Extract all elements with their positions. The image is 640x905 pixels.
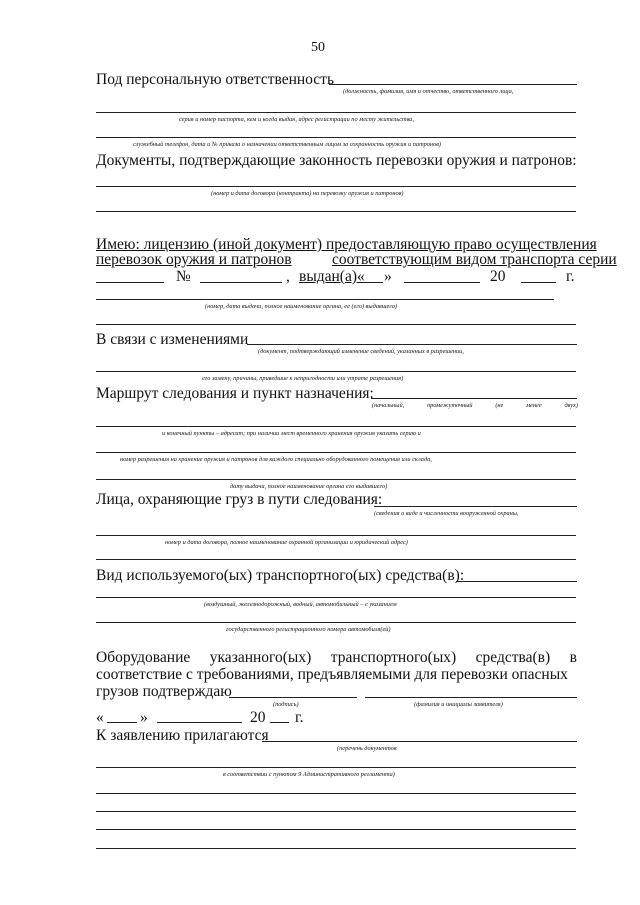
route-caption-part: менее — [526, 402, 542, 409]
license-issuer-field-2[interactable] — [96, 324, 576, 325]
vehicle-caption-1: (воздушный, железнодорожный, водный, автомобильный – с указанием — [204, 601, 397, 608]
license-series-field[interactable] — [96, 282, 164, 283]
applicant-name-caption: (фамилия и инициалы заявителя) — [414, 701, 503, 708]
route-caption-part: (не — [495, 402, 504, 409]
date-year-field[interactable] — [270, 722, 289, 723]
responsibility-caption-1: (должность, фамилия, имя и отчество, ответственного лица, — [343, 88, 514, 95]
license-month-field[interactable] — [404, 282, 480, 283]
responsibility-label: Под персональную ответственность — [96, 71, 335, 88]
documents-caption: (номер и дата договора (контракта) на перевозку оружия и патронов) — [211, 190, 404, 197]
route-caption-2: и конечный пункты – адресат; при наличии мест временного хранения оружия указать серию и — [162, 430, 421, 437]
license-year-field[interactable] — [521, 282, 556, 283]
license-number-sign: № — [176, 268, 191, 285]
route-label: Маршрут следования и пункт назначения: — [96, 385, 374, 402]
attachments-label: К заявлению прилагаются — [96, 727, 269, 744]
phone-order-field[interactable] — [96, 137, 576, 138]
equipment-word: в — [569, 649, 577, 666]
route-field-3[interactable] — [96, 452, 576, 453]
attachments-field-2[interactable] — [96, 767, 576, 768]
attachments-field-1[interactable] — [262, 741, 577, 742]
vehicle-label: Вид используемого(ых) транспортного(ых) средства(в): — [96, 567, 465, 584]
equipment-line-1 — [96, 649, 577, 666]
date-close-quote: » — [140, 709, 148, 726]
route-caption-4: дату выдачи, полное наименование органа его выдавшего) — [230, 483, 388, 490]
guards-field-2[interactable] — [96, 535, 576, 536]
guards-caption-2: номер и дата договора, полное наименование охранной организации и юридический адрес) — [165, 539, 408, 546]
license-year-prefix: 20 — [490, 268, 506, 285]
applicant-name-field[interactable] — [365, 697, 577, 698]
signature-field[interactable] — [229, 697, 357, 698]
route-caption-part: двух) — [564, 402, 578, 409]
date-open-quote: « — [96, 709, 104, 726]
license-issuer-field[interactable] — [96, 299, 554, 300]
license-number-field[interactable] — [200, 282, 282, 283]
passport-field[interactable] — [96, 112, 576, 113]
license-year-suffix: г. — [566, 268, 575, 285]
guards-caption-1: (сведения о виде и численности вооруженной охраны, — [374, 510, 519, 517]
license-issued-label: выдан(а)« — [299, 268, 365, 285]
signature-caption: (подпись) — [273, 701, 299, 708]
equipment-word: транспортного(ых) — [330, 649, 457, 666]
license-line-2b: соответствующим видом транспорта серии — [332, 251, 617, 268]
attachments-field-5[interactable] — [96, 829, 576, 830]
vehicle-field-3[interactable] — [96, 622, 576, 623]
date-year-suffix: г. — [295, 709, 304, 726]
license-line-1: Имею: лицензию (иной документ) предоставляющую право осуществления — [96, 236, 597, 253]
equipment-word: средства(в) — [475, 649, 551, 666]
equipment-line-3: грузов подтверждаю — [96, 683, 232, 700]
license-line-2a: перевозок оружия и патронов — [96, 251, 292, 268]
changes-label: В связи с изменениями — [96, 331, 249, 348]
vehicle-field-2[interactable] — [96, 597, 576, 598]
documents-field-1[interactable] — [96, 186, 576, 187]
guards-field-3[interactable] — [96, 559, 576, 560]
attachments-field-4[interactable] — [96, 811, 576, 812]
changes-caption-2: его замену, причины, приведшие к непригодности или утрате разрешения) — [202, 375, 404, 382]
vehicle-caption-2: государственного регистрационного номера автомобиля(ей) — [226, 626, 391, 633]
attachments-field-6[interactable] — [96, 848, 576, 849]
license-quote-close: » — [384, 268, 392, 285]
license-day-field[interactable] — [363, 282, 383, 283]
license-comma: , — [286, 268, 290, 285]
date-month-field[interactable] — [157, 722, 242, 723]
changes-field-1[interactable] — [247, 344, 577, 345]
attachments-caption-2: в соответствии с пунктом 9 Административного регламента) — [223, 771, 395, 778]
attachments-caption-1: (перечень документов — [337, 745, 397, 752]
route-caption-part: (начальный, — [372, 402, 405, 409]
license-caption: (номер, дата выдачи, полное наименование органа, ее (его) выдавшего) — [205, 303, 397, 310]
equipment-word: Оборудование — [96, 649, 191, 666]
date-year-prefix: 20 — [250, 709, 266, 726]
route-caption-1 — [372, 402, 578, 410]
route-field-2[interactable] — [96, 426, 576, 427]
attachments-field-3[interactable] — [96, 793, 576, 794]
date-day-field[interactable] — [107, 722, 137, 723]
changes-caption-1: (документ, подтверждающий изменение сведений, указанных в разрешении, — [258, 348, 464, 355]
route-caption-part: промежуточный — [426, 402, 473, 409]
vehicle-field-1[interactable] — [456, 581, 577, 582]
responsibility-caption-3: служебный телефон, дата и № приказа о назначении ответственным лицом за сохранность оружия и патронов) — [133, 141, 442, 148]
guards-field-1[interactable] — [374, 506, 577, 507]
responsibility-field[interactable] — [329, 84, 577, 85]
page-number: 50 — [311, 40, 325, 55]
route-caption-3: номер разрешения на хранение оружия и патронов для каждого специально оборудованного помещения или склада, — [120, 456, 432, 463]
equipment-word: указанного(ых) — [209, 649, 312, 666]
equipment-line-2: соответствие с требованиями, предъявляемыми для перевозки опасных — [96, 666, 568, 683]
responsibility-caption-2: серия и номер паспорта, кем и когда выдан, адрес регистрации по месту жительства, — [179, 116, 415, 123]
documents-field-2[interactable] — [96, 211, 576, 212]
changes-field-2[interactable] — [96, 371, 576, 372]
guards-label: Лица, охраняющие груз в пути следования: — [96, 491, 383, 508]
route-field-1[interactable] — [371, 398, 577, 399]
route-field-4[interactable] — [96, 479, 576, 480]
documents-label: Документы, подтверждающие законность перевозки оружия и патронов: — [96, 152, 577, 169]
